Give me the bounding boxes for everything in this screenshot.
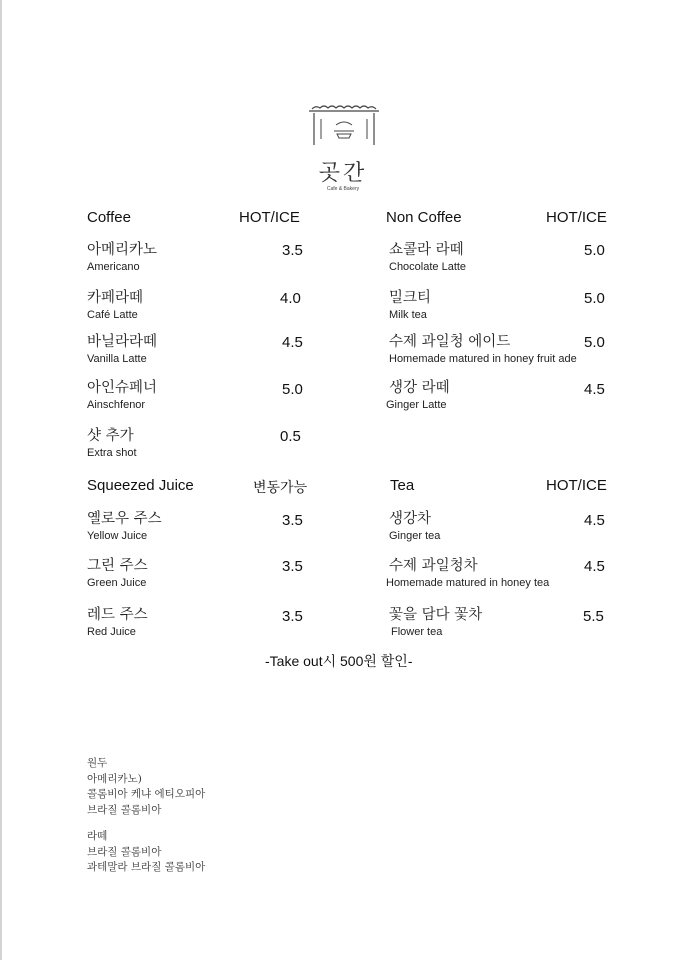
item-name-ko: 바닐라라떼: [87, 334, 158, 350]
menu-item: [389, 607, 482, 639]
item-price: 4.0: [280, 290, 301, 307]
item-name-en: Vanilla Latte: [87, 353, 147, 365]
bean-info-label: 아메리카노): [87, 772, 142, 785]
item-name-ko: 수제 과일청차: [389, 558, 478, 574]
item-name-ko: 꽃을 담다 꽃차: [389, 607, 483, 623]
logo-name: 곳간: [318, 161, 368, 186]
menu-item: [386, 380, 450, 412]
item-name-ko: 레드 주스: [87, 607, 148, 623]
item-name-en: Red Juice: [87, 626, 136, 638]
menu-item: [389, 334, 577, 366]
bean-info-title: 원두: [87, 757, 108, 769]
menu-item: [87, 290, 143, 322]
bean-info-latte: [87, 829, 205, 876]
coffee-title: Coffee: [87, 209, 131, 226]
item-name-ko: 옐로우 주스: [87, 511, 162, 527]
item-name-ko: 아인슈페너: [87, 380, 158, 396]
menu-item: [87, 558, 148, 590]
item-price: 3.5: [282, 608, 303, 625]
house-logo-icon: [300, 103, 386, 163]
item-price: 4.5: [584, 558, 605, 575]
item-name-en: Chocolate Latte: [389, 261, 467, 273]
item-price: 5.0: [584, 334, 605, 351]
item-price: 4.5: [584, 381, 605, 398]
juice-price-note: 변동가능: [253, 480, 308, 496]
menu-item: [389, 242, 466, 274]
bean-info-line: 과테말라 브라질 콜롬비아: [87, 861, 206, 873]
bean-info-line: 브라질 콜롬비아: [87, 803, 162, 816]
item-name-en: Yellow Juice: [87, 530, 148, 542]
item-name-en: Homemade matured in honey tea: [386, 577, 550, 589]
item-name-ko: 그린 주스: [87, 558, 148, 574]
item-price: 3.5: [282, 558, 303, 575]
item-price: 5.0: [584, 242, 605, 259]
menu-item: [386, 558, 549, 590]
non-coffee-temp: HOT/ICE: [546, 209, 607, 226]
tea-temp: HOT/ICE: [546, 477, 607, 494]
item-name-en: Homemade matured in honey fruit ade: [389, 353, 577, 365]
menu-item: [389, 290, 431, 322]
item-name-ko: 생강 라떼: [389, 380, 450, 396]
item-name-ko: 생강차: [389, 511, 432, 527]
menu-item: [87, 242, 157, 274]
logo: [300, 103, 380, 198]
non-coffee-title: Non Coffee: [386, 209, 462, 226]
item-name-en: Flower tea: [391, 626, 443, 638]
menu-item: [87, 511, 162, 543]
bean-info-americano: [87, 756, 205, 818]
item-name-ko: 카페라떼: [87, 290, 144, 306]
item-name-en: Extra shot: [87, 447, 137, 459]
item-price: 5.0: [282, 381, 303, 398]
item-price: 0.5: [280, 428, 301, 445]
bean-info-line: 콜롬비아 케냐 에티오피아: [87, 788, 206, 800]
coffee-temp: HOT/ICE: [239, 209, 300, 226]
item-name-en: Café Latte: [87, 309, 138, 321]
item-name-ko: 밀크티: [389, 290, 432, 306]
logo-subtitle: Cafe & Bakery: [326, 186, 360, 192]
item-name-en: Ginger tea: [389, 530, 441, 542]
menu-item: [87, 334, 157, 366]
menu-item: [87, 428, 137, 460]
item-name-en: Green Juice: [87, 577, 147, 589]
menu-item: [389, 511, 440, 543]
item-price: 4.5: [282, 334, 303, 351]
menu-item: [87, 380, 157, 412]
item-price: 3.5: [282, 512, 303, 529]
item-name-ko: 쇼콜라 라떼: [389, 242, 464, 258]
bean-info-label: 라떼: [87, 830, 108, 842]
item-name-en: Ginger Latte: [386, 399, 447, 411]
item-price: 5.0: [584, 290, 605, 307]
tea-title: Tea: [390, 477, 415, 494]
menu-item: [87, 607, 148, 639]
item-name-ko: 아메리카노: [87, 242, 158, 258]
item-price: 3.5: [282, 242, 303, 259]
takeout-discount-note: -Take out시 500원 할인-: [265, 653, 413, 669]
item-name-ko: 수제 과일청 에이드: [389, 334, 511, 350]
juice-title: Squeezed Juice: [87, 477, 194, 494]
item-name-en: Milk tea: [389, 309, 427, 321]
item-name-en: Americano: [87, 261, 140, 273]
item-price: 5.5: [583, 608, 604, 625]
item-name-en: Ainschfenor: [87, 399, 146, 411]
page-edge: [0, 0, 2, 960]
bean-info-line: 브라질 콜롬비아: [87, 845, 162, 858]
item-name-ko: 샷 추가: [87, 428, 134, 444]
item-price: 4.5: [584, 512, 605, 529]
